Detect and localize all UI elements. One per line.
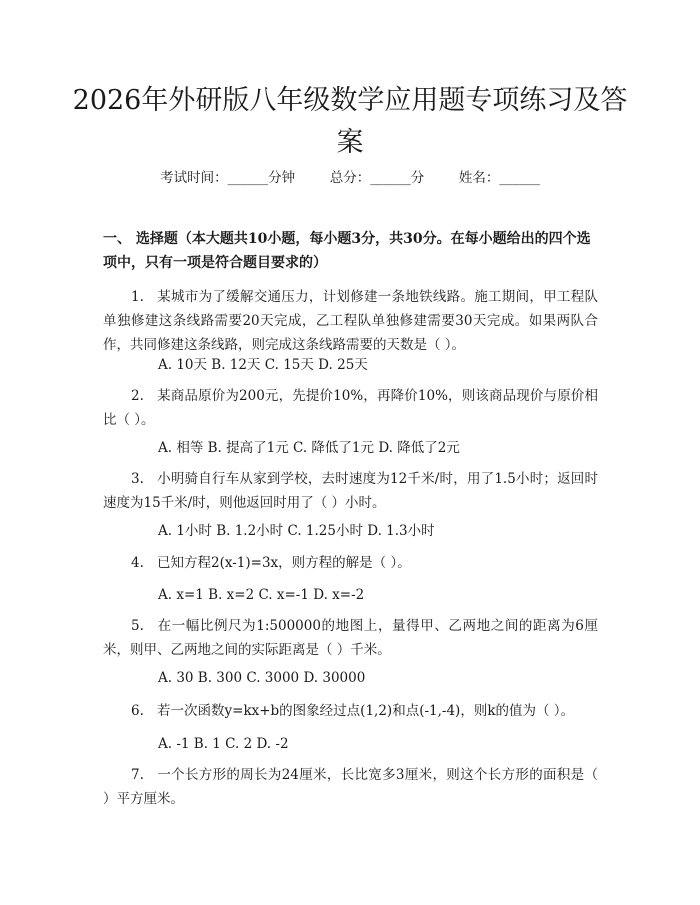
question-text: 小明骑自行车从家到学校，去时速度为12千米/时，用了1.5小时；返回时速度为15千米/时，则他返回时用了（ ）小时。	[103, 471, 598, 511]
question-text: 某商品原价为200元，先提价10%，再降价10%，则该商品现价与原价相比（ ）。	[103, 388, 598, 428]
question-number: 5.	[131, 618, 144, 634]
question-6	[103, 699, 598, 723]
document-title: 2026年外研版八年级数学应用题专项练习及答案	[72, 85, 628, 158]
question-2-options: A. 相等 B. 提高了1元 C. 降低了1元 D. 降低了2元	[158, 440, 460, 456]
name-label: 姓名：	[458, 170, 500, 186]
score-unit: 分	[410, 170, 425, 186]
question-1-options: A. 10天 B. 12天 C. 15天 D. 25天	[158, 357, 368, 373]
question-6-options: A. -1 B. 1 C. 2 D. -2	[158, 736, 289, 752]
question-2	[103, 384, 598, 432]
score-label: 总分：	[329, 170, 371, 186]
question-7	[103, 763, 598, 811]
question-5	[103, 614, 598, 662]
time-label: 考试时间：	[160, 170, 228, 186]
score-blank: ______	[370, 170, 411, 186]
question-text: 已知方程2(x-1)=3x，则方程的解是（ ）。	[157, 555, 411, 571]
question-5-options: A. 30 B. 300 C. 3000 D. 30000	[158, 670, 366, 686]
question-3	[103, 467, 598, 515]
question-4	[103, 551, 598, 575]
question-1	[103, 285, 598, 357]
exam-meta	[0, 168, 700, 188]
question-text: 一个长方形的周长为24厘米，长比宽多3厘米，则这个长方形的面积是（ ）平方厘米。	[103, 767, 598, 807]
question-number: 6.	[131, 703, 144, 719]
question-4-options: A. x=1 B. x=2 C. x=-1 D. x=-2	[158, 587, 365, 603]
question-text: 在一幅比例尺为1:500000的地图上，量得甲、乙两地之间的距离为6厘米，则甲、乙两地之间的实际距离是（ ）千米。	[103, 618, 598, 658]
question-number: 4.	[131, 555, 144, 571]
question-number: 7.	[131, 767, 144, 783]
question-number: 2.	[131, 388, 144, 404]
name-blank: ______	[499, 170, 540, 186]
time-unit: 分钟	[268, 170, 296, 186]
question-3-options: A. 1小时 B. 1.2小时 C. 1.25小时 D. 1.3小时	[158, 523, 435, 539]
time-blank: ______	[227, 170, 269, 186]
question-number: 1.	[131, 289, 144, 305]
question-text: 若一次函数y=kx+b的图象经过点(1,2)和点(-1,-4)，则k的值为（ ）。	[157, 703, 575, 719]
question-number: 3.	[131, 471, 144, 487]
section-heading: 一、 选择题（本大题共10小题，每小题3分，共30分。在每小题给出的四个选项中，只有一项是符合题目要求的）	[103, 231, 591, 271]
question-text: 某城市为了缓解交通压力，计划修建一条地铁线路。施工期间，甲工程队单独修建这条线路需要20天完成，乙工程队单独修建需要30天完成。如果两队合作，共同修建这条线路，则完成这条线路需要的天数是（ ）。	[103, 289, 598, 353]
